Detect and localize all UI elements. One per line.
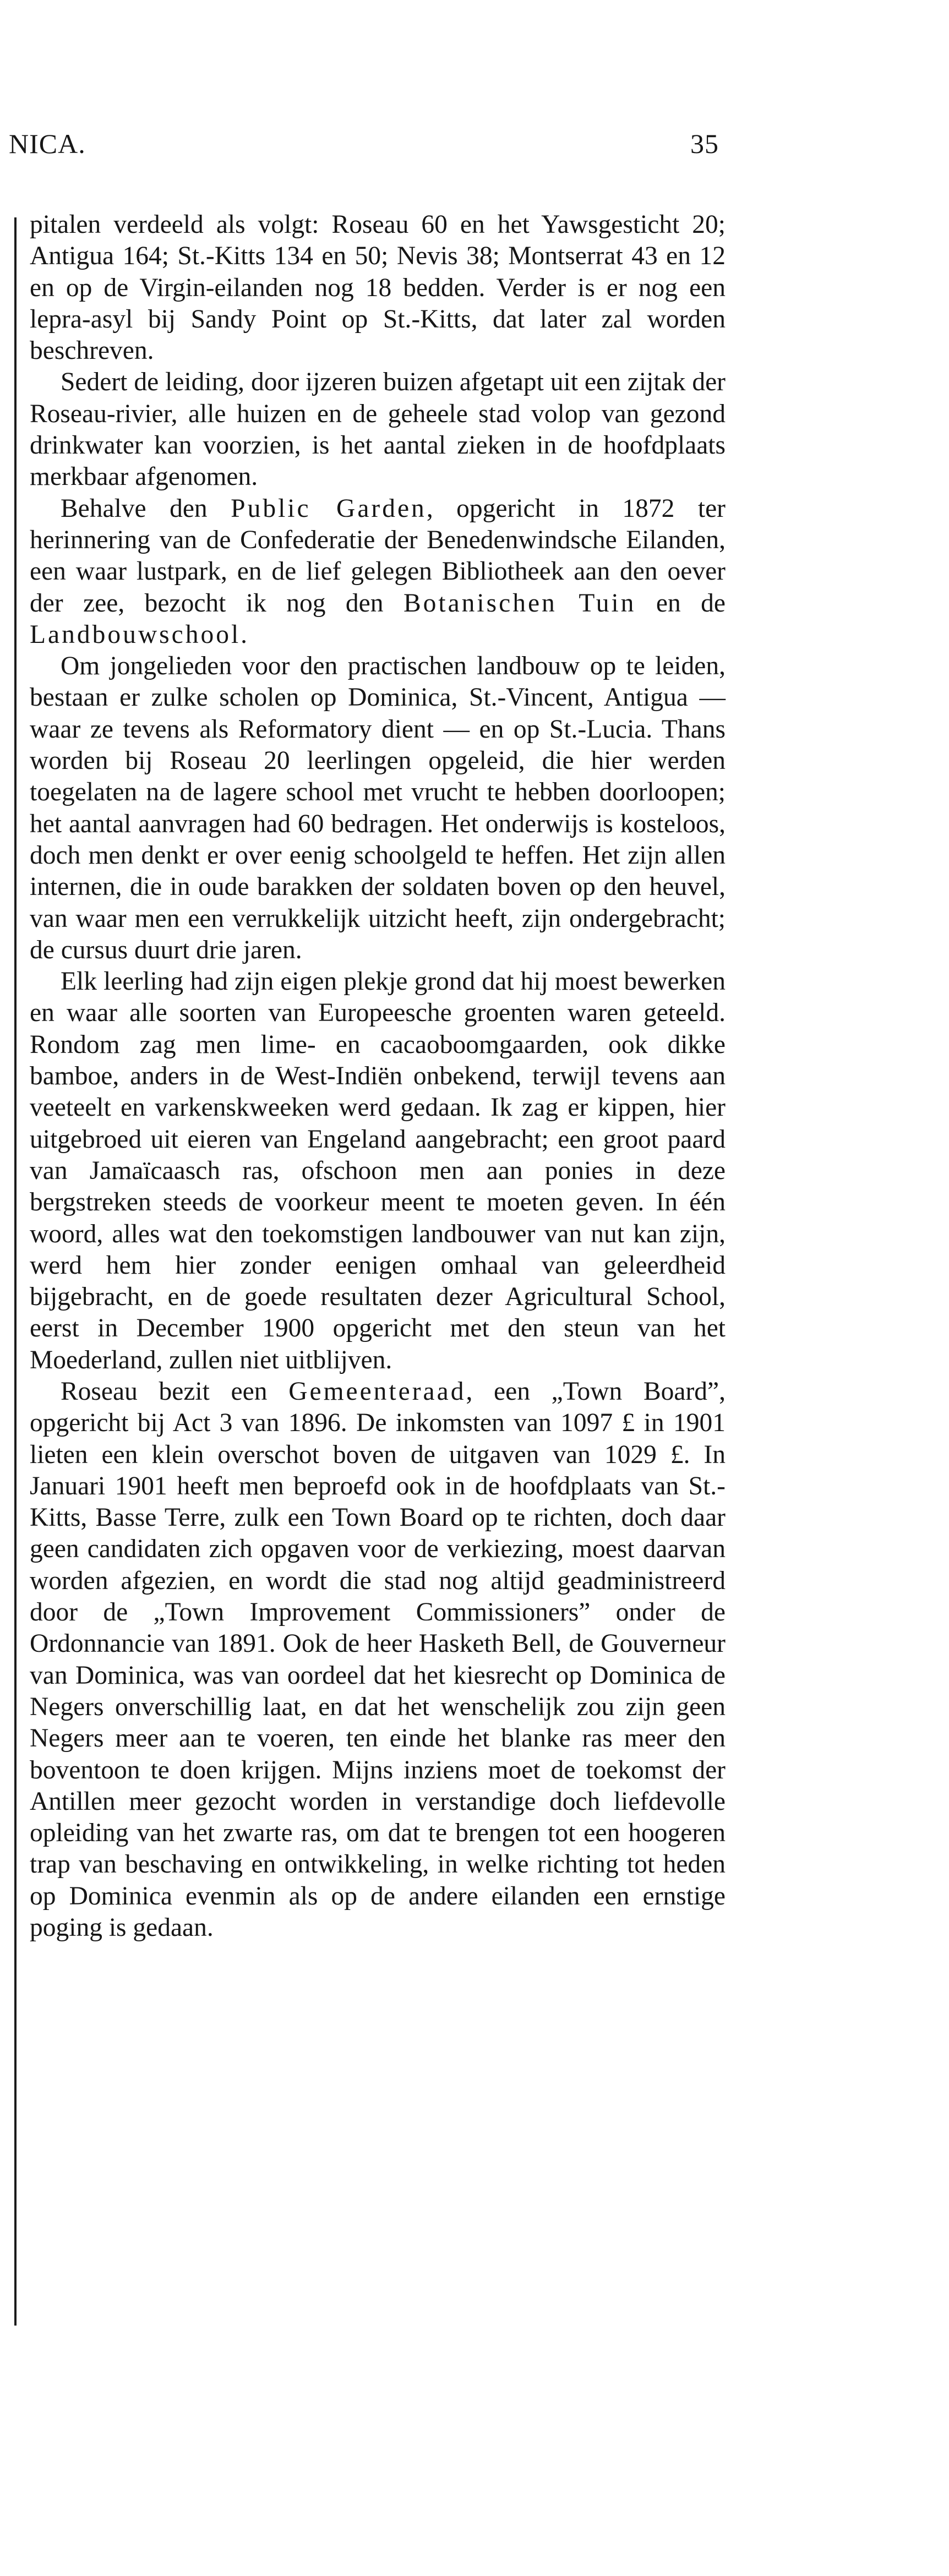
page-number: 35 — [690, 128, 719, 159]
paragraph-4: Om jongelieden voor den practischen landbouw op te leiden, bestaan er zulke scholen op Dominica, St.-Vincent, Antigua — waar ze tevens als Reformatory dient — en op St.-Lucia. Thans worden bij Roseau 20 leerlingen opgeleid, die hier werden toegelaten na de lagere school met vrucht te hebben doorloopen; het aantal aanvragen had 60 bedragen. Het onderwijs is kosteloos, doch men denkt er over eenig schoolgeld te heffen. Het zijn allen internen, die in oude barakken der soldaten boven op den heuvel, van waar men een verrukkelijk uitzicht heeft, zijn ondergebracht; de cursus duurt drie jaren. — [30, 652, 726, 964]
paragraph-3 — [30, 493, 726, 651]
paragraph-6 — [30, 1376, 726, 1944]
spaced-term-gemeenteraad: Gemeenteraad — [288, 1377, 466, 1406]
spaced-term-botanischen-tuin: Botanischen Tuin — [403, 588, 636, 618]
text-run: en de — [636, 588, 726, 618]
spaced-term-public-garden: Public Garden — [231, 494, 427, 523]
margin-rule — [14, 217, 17, 2326]
text-run: . — [241, 620, 248, 649]
text-run: Behalve den — [61, 494, 231, 523]
text-run: , opgericht in 1872 ter herinnering van de Confederatie der Benedenwindsche Eilanden, een waar lustpark, en de lief gelegen Bibliotheek aan den oever der zee, bezocht ik nog den — [30, 494, 726, 618]
text-run: , een „Town Board”, opgericht bij Act 3 van 1896. De inkomsten van 1097 £ in 1901 lieten een klein overschot boven de uitgaven van 1029 £. In Januari 1901 heeft men beproefd ook in de hoofdplaats van St.-Kitts, Basse Terre, zulk een Town Board op te richten, doch daar geen candidaten zich opgaven voor de verkiezing, moest daarvan worden afgezien, en wordt die stad nog altijd geadministreerd door de „Town Improvement Commissioners” onder de Ordonnancie van 1891. Ook de heer Hasketh Bell, de Gouverneur van Dominica, was van oordeel dat het kiesrecht op Dominica de Negers onverschillig laat, en dat het wenschelijk zou zijn geen Negers meer aan te voeren, ten einde het blanke ras meer den boventoon te doen krijgen. Mijns inziens moet de toekomst der Antillen meer gezocht worden in verstandige doch liefdevolle opleiding van het zwarte ras, om dat te brengen tot een hoogeren trap van beschaving en ontwikkeling, in welke richting tot heden op Dominica evenmin als op de andere eilanden een ernstige poging is gedaan. — [30, 1377, 726, 1942]
paragraph-2: Sedert de leiding, door ijzeren buizen afgetapt uit een zijtak der Roseau-rivier, alle huizen en de geheele stad volop van gezond drinkwater kan voorzien, is het aantal zieken in de hoofdplaats merkbaar afgenomen. — [30, 368, 726, 492]
text-run: Roseau bezit een — [61, 1377, 289, 1406]
body-text — [30, 209, 726, 1944]
paragraph-5: Elk leerling had zijn eigen plekje grond dat hij moest bewerken en waar alle soorten van Europeesche groenten waren geteeld. Rondom zag men lime- en cacaoboomgaarden, ook dikke bamboe, anders in de West-Indiën onbekend, terwijl tevens aan veeteelt en varkenskweeken werd gedaan. Ik zag er kippen, hier uitgebroed uit eieren van Engeland aangebracht; een groot paard van Jamaïcaasch ras, ofschoon men aan ponies in deze bergstreken steeds de voorkeur meent te moeten geven. In één woord, alles wat den toekomstigen landbouwer van nut kan zijn, werd hem hier zonder eenigen omhaal van geleerdheid bijgebracht, en de goede resultaten dezer Agricultural School, eerst in December 1900 opgericht met den steun van het Moederland, zullen niet uitblijven. — [30, 967, 726, 1374]
paragraph-1: pitalen verdeeld als volgt: Roseau 60 en het Yawsgesticht 20; Antigua 164; St.-Kitts 134 en 50; Nevis 38; Montserrat 43 en 12 en op de Virgin-eilanden nog 18 bedden. Verder is er nog een lepra-asyl bij Sandy Point op St.-Kitts, dat later zal worden beschreven. — [30, 210, 726, 365]
spaced-term-landbouwschool: Landbouwschool — [30, 620, 241, 649]
running-title: NICA. — [9, 128, 86, 159]
running-head — [9, 128, 719, 166]
